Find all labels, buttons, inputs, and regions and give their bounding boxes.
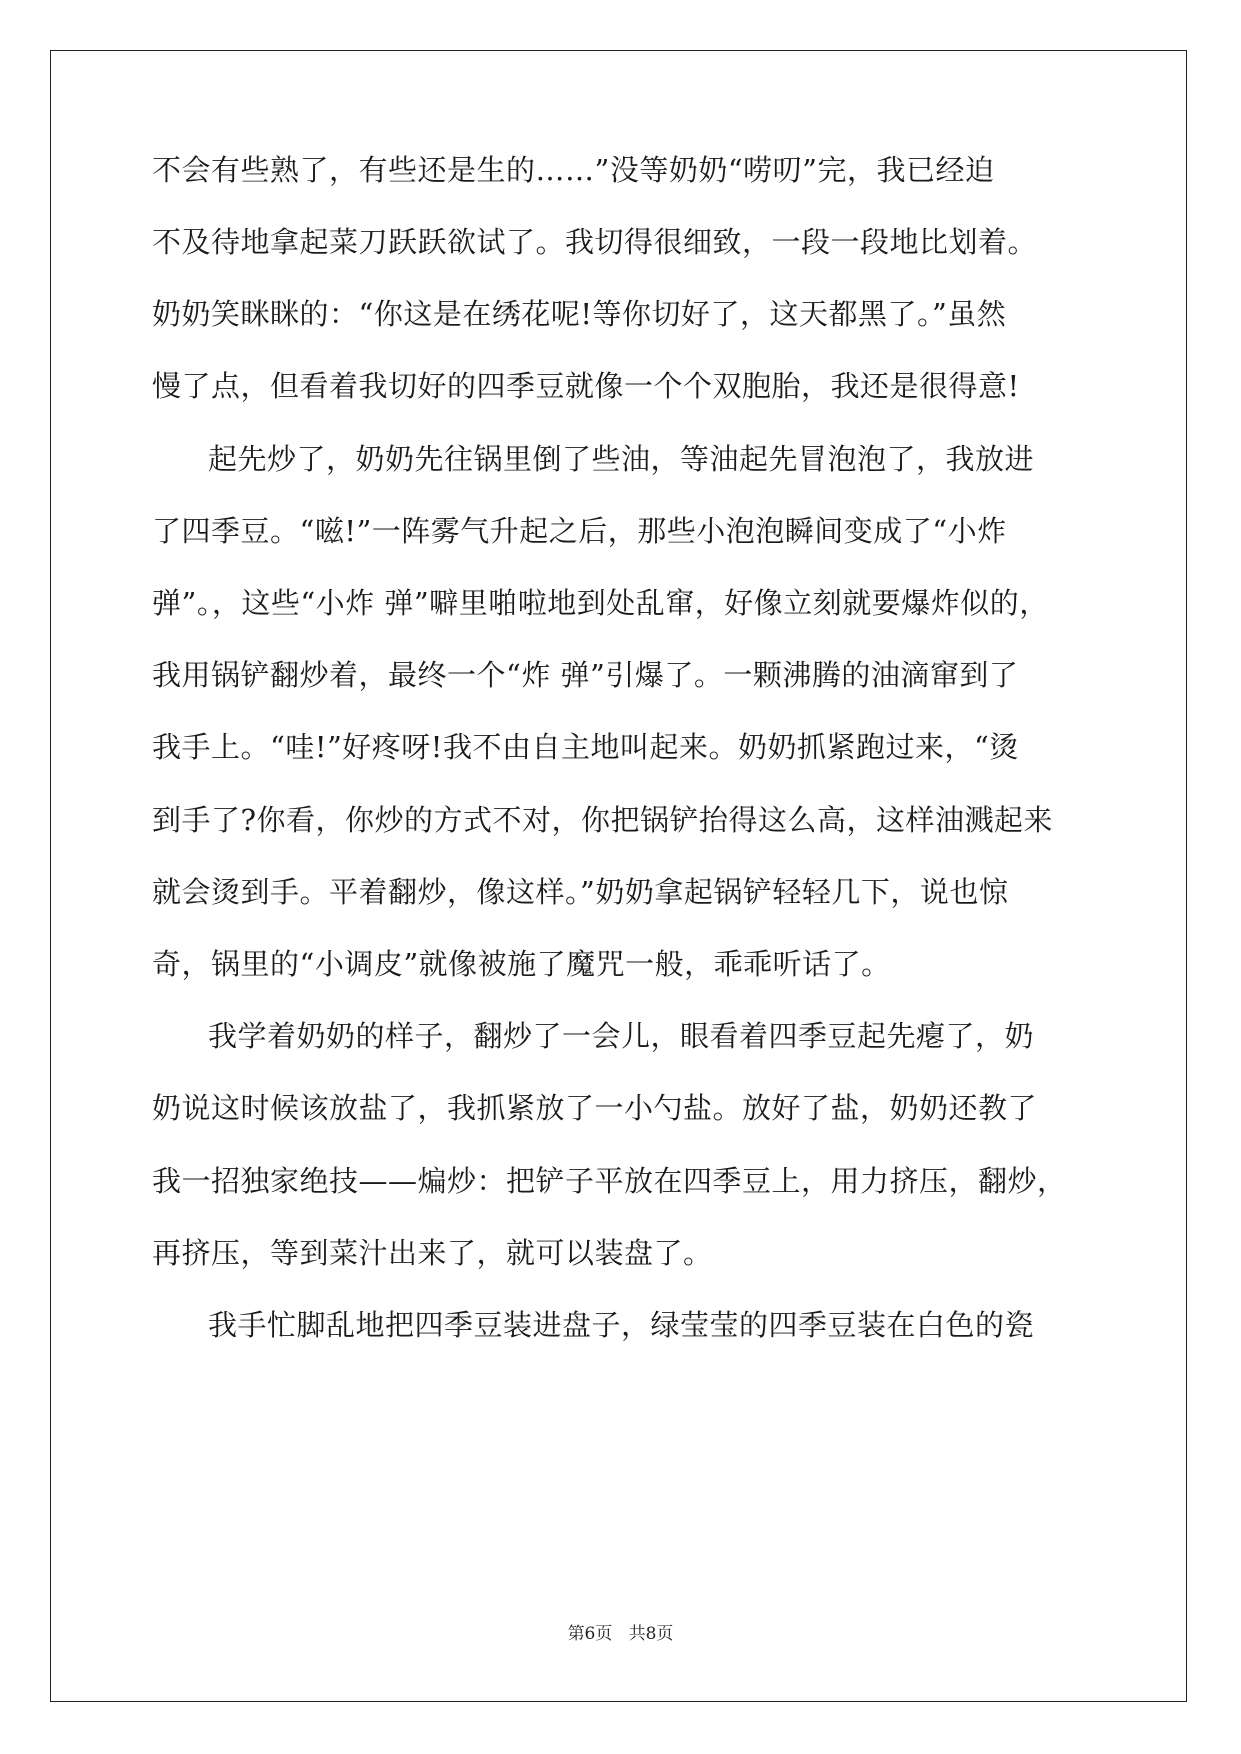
text-line: 我手上。“哇!”好疼呀!我不由自主地叫起来。奶奶抓紧跑过来，“烫 <box>152 730 1019 764</box>
page-footer <box>0 1622 1241 1646</box>
text-line-indented: 我手忙脚乱地把四季豆装进盘子，绿莹莹的四季豆装在白色的瓷 <box>208 1308 1035 1342</box>
text-line: 奶奶笑眯眯的：“你这是在绣花呢!等你切好了，这天都黑了。”虽然 <box>152 297 1007 331</box>
text-line-indented: 起先炒了，奶奶先往锅里倒了些油，等油起先冒泡泡了，我放进 <box>208 442 1035 476</box>
page-number: 第6页 <box>567 1624 613 1644</box>
page-total: 共8页 <box>628 1624 674 1644</box>
text-line: 奶说这时候该放盐了，我抓紧放了一小勺盐。放好了盐，奶奶还教了 <box>152 1091 1038 1125</box>
text-line: 我一招独家绝技——煸炒：把铲子平放在四季豆上，用力挤压，翻炒， <box>152 1164 1067 1198</box>
text-line: 不会有些熟了，有些还是生的……”没等奶奶“唠叨”完，我已经迫 <box>152 153 995 187</box>
text-line: 奇，锅里的“小调皮”就像被施了魔咒一般，乖乖听话了。 <box>152 947 891 981</box>
text-line-indented: 我学着奶奶的样子，翻炒了一会儿，眼看着四季豆起先瘪了，奶 <box>208 1019 1035 1053</box>
text-line: 我用锅铲翻炒着，最终一个“炸 弹”引爆了。一颗沸腾的油滴窜到了 <box>152 658 1019 692</box>
text-line: 就会烫到手。平着翻炒，像这样。”奶奶拿起锅铲轻轻几下，说也惊 <box>152 875 1009 909</box>
text-line: 再挤压，等到菜汁出来了，就可以装盘了。 <box>152 1236 713 1270</box>
text-line: 了四季豆。“嗞!”一阵雾气升起之后，那些小泡泡瞬间变成了“小炸 <box>152 514 1007 548</box>
text-line: 慢了点，但看着我切好的四季豆就像一个个双胞胎，我还是很得意! <box>152 369 1020 403</box>
text-line: 不及待地拿起菜刀跃跃欲试了。我切得很细致，一段一段地比划着。 <box>152 225 1038 259</box>
text-line: 到手了?你看，你炒的方式不对，你把锅铲抬得这么高，这样油溅起来 <box>152 803 1054 837</box>
text-line: 弹”。，这些“小炸 弹”噼里啪啦地到处乱窜，好像立刻就要爆炸似的， <box>152 586 1049 620</box>
